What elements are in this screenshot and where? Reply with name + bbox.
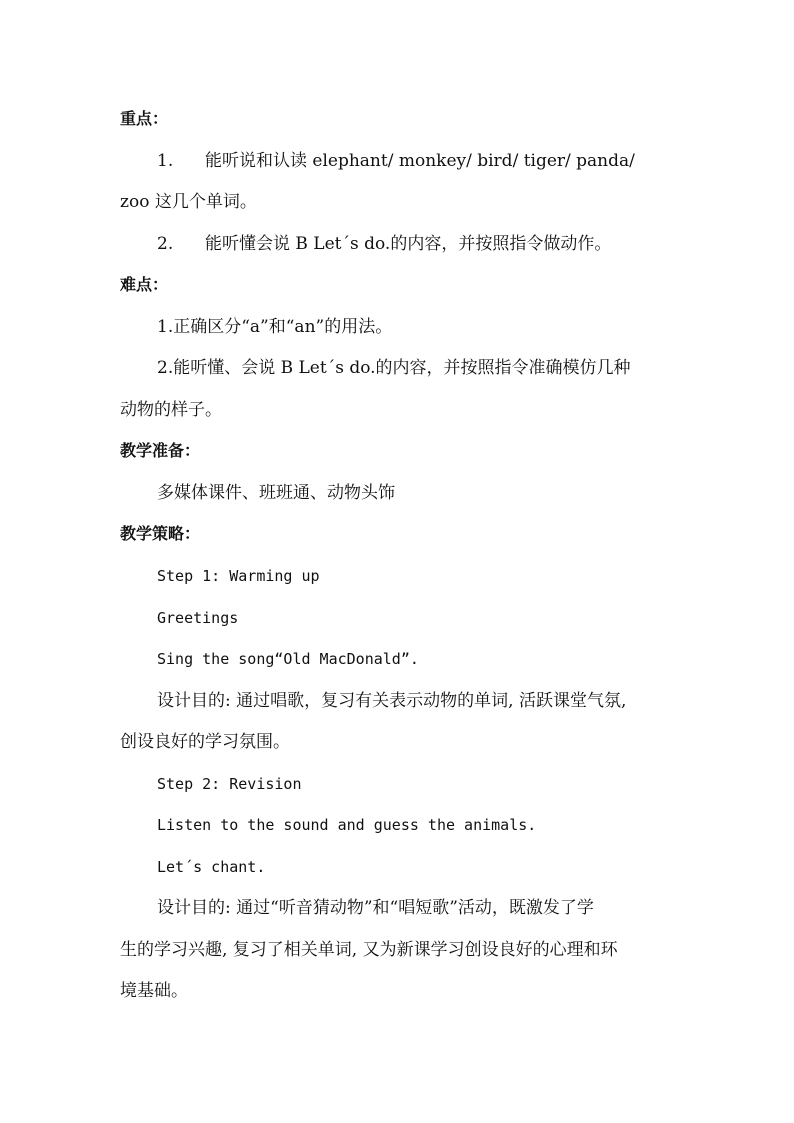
strategy-heading: 教学策略： — [120, 524, 201, 543]
step-1-title: Step 1: Warming up — [157, 567, 320, 585]
key-point-1-number: 1. — [157, 151, 174, 171]
key-points-heading: 重点： — [120, 109, 169, 128]
preparation-heading: 教学准备： — [120, 441, 201, 460]
key-point-1-line-1 — [157, 149, 635, 173]
step-2-title: Step 2: Revision — [157, 775, 302, 793]
step-2-purpose-line-1: 设计目的: 通过“听音猜动物”和“唱短歌”活动，既激发了学 — [157, 898, 594, 918]
step-1-song: Sing the song“Old MacDonald”. — [157, 650, 419, 668]
step-1-purpose-line-2: 创设良好的学习氛围。 — [120, 732, 290, 752]
difficulty-2-line-1: 2.能听懂、会说 B Let´s do.的内容，并按照指令准确模仿几种 — [157, 358, 631, 378]
preparation-text: 多媒体课件、班班通、动物头饰 — [157, 483, 395, 503]
key-point-2-number: 2. — [157, 234, 174, 254]
key-point-2 — [157, 232, 611, 256]
step-2-purpose-line-3: 境基础。 — [120, 981, 188, 1001]
step-1-purpose-line-1: 设计目的: 通过唱歌，复习有关表示动物的单词, 活跃课堂气氛, — [157, 691, 627, 711]
difficulties-heading: 难点： — [120, 275, 169, 294]
step-2-purpose-line-2: 生的学习兴趣, 复习了相关单词, 又为新课学习创设良好的心理和环 — [120, 940, 618, 960]
key-point-1-line-2: zoo 这几个单词。 — [120, 192, 257, 212]
difficulty-2-line-2: 动物的样子。 — [120, 400, 222, 420]
step-1-greetings: Greetings — [157, 609, 239, 627]
key-point-1-text: 能听说和认读 elephant/ monkey/ bird/ tiger/ panda/ — [205, 151, 635, 171]
step-2-chant: Let´s chant. — [157, 858, 266, 876]
key-point-2-text: 能听懂会说 B Let´s do.的内容，并按照指令做动作。 — [205, 234, 612, 254]
difficulty-1: 1.正确区分“a”和“an”的用法。 — [157, 317, 393, 337]
step-2-listen: Listen to the sound and guess the animals. — [157, 816, 537, 834]
